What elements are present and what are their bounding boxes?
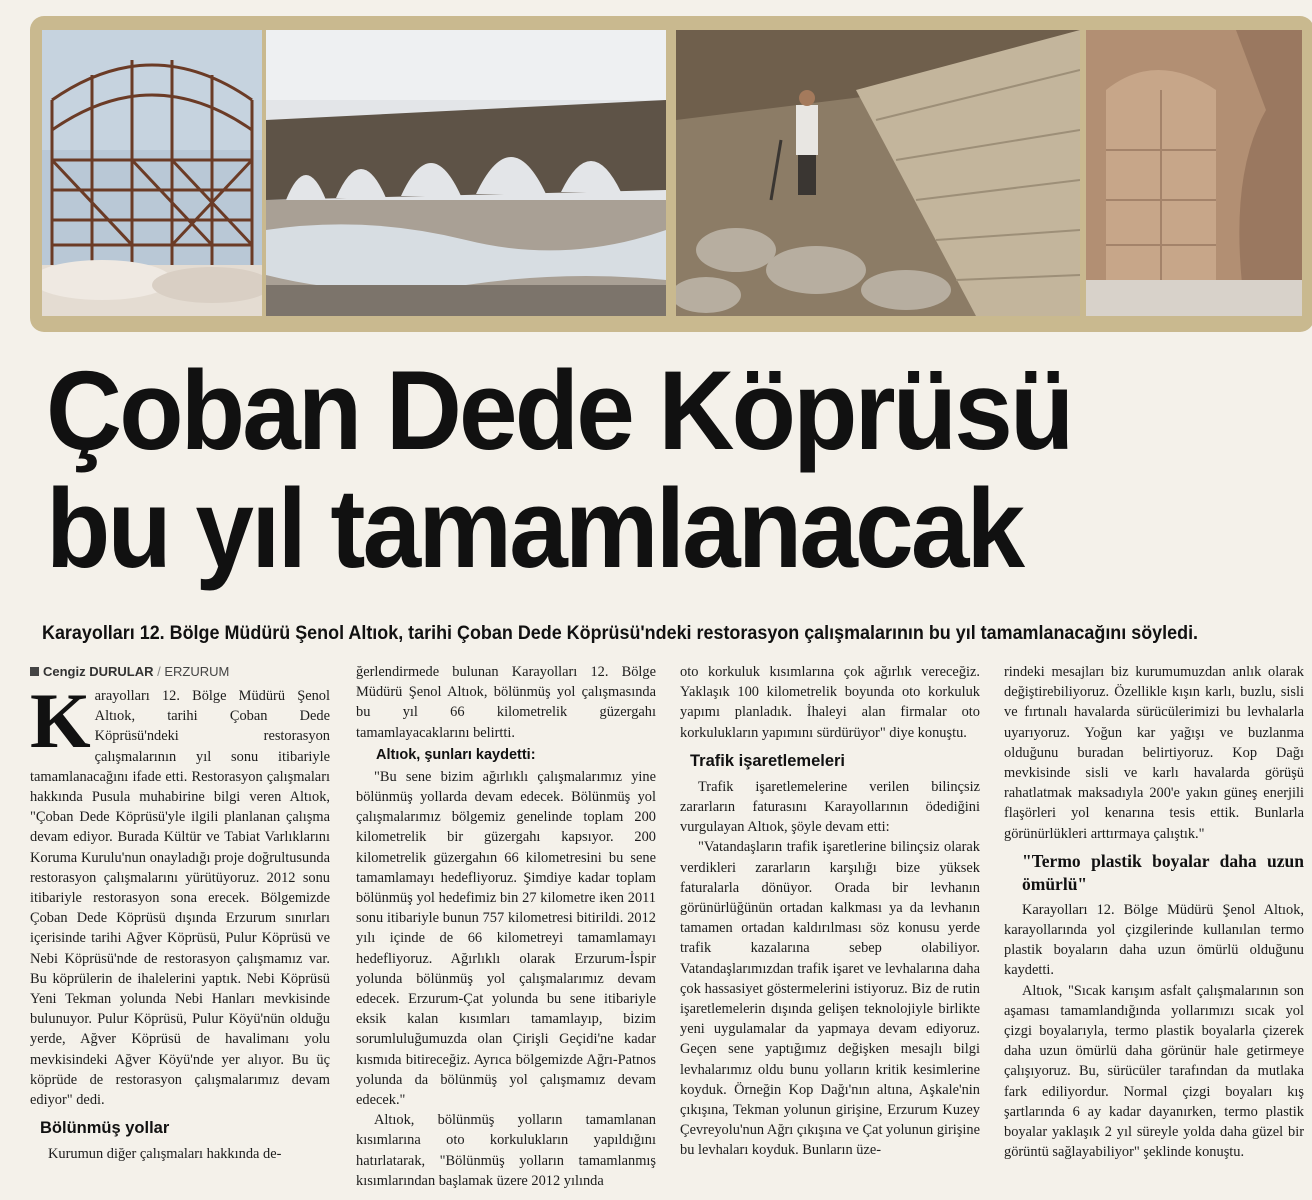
- paragraph: ğerlendirmede bulunan Karayolları 12. Bölge Müdürü Şenol Altıok, bölünmüş yol çalışmasında bu yıl 66 kilometrelik güzergahı tamamlayacaklarını belirtti.: [356, 664, 656, 741]
- subheading-traffic-signs: Trafik işaretlemeleri: [690, 751, 846, 770]
- photo-strip: [30, 16, 1312, 332]
- subheading-statement: Altıok, şunları kaydetti:: [376, 746, 536, 763]
- byline-square-icon: [30, 667, 39, 676]
- paragraph: Altıok, "Sıcak karışım asfalt çalışmalarının son aşaması tamamlandığında yollarımızı sıcak yol çizgi boyalarıyla, termo plastik boyalarla çizerek daha uzun ömürlü daha görünür hale getirmeye çalışıyoruz. Bu, sürücüler tarafından da mutlaka fark ediliyordur. Normal çizgi boyaları kış şartlarında 6 ay kadar dayanırken, termo plastik boyalar yaklaşık 2 yıl süreyle yolda daha güzel bir görüntü sağlayabiliyor" şeklinde konuştu.: [1004, 982, 1304, 1161]
- byline-author: Cengiz DURULAR: [43, 664, 154, 679]
- paragraph: "Bu sene bizim ağırlıklı çalışmalarımız yine bölünmüş yollarda devam edecek. Bölünmüş yol çalışmalarımız bölgemiz genelinde toplam 200 kilometrelik bir güzergahı kapsıyor. 200 kilometrelik güzergahın 66 kilometresini bu sene tamamlamayı hedefliyoruz. Şimdiye kadar toplam bölünmüş yol hedefimiz bin 27 kilometre iken 2011 sonu itibariyle bunun 757 kilometresi bitirildi. 2012 yılı içinde de 66 kilometreyi tamamlamayı hedefliyoruz. Ağırlıklı olarak Erzurum-İspir yolunda bölünmüş yol çalışmalarımız devam edecek. Erzurum-Çat yolunda bu sene itibariyle eksik kalan kısımları tamamlayıp, bizim sorumluluğumuzda olan Çirişli Geçidi'ne kadar kısmıda bitireceğiz. Ayrıca bölgemizde Ağrı-Patnos yolunda da bölünmüş yol çalışmamız devam edecek.": [356, 768, 656, 1109]
- paragraph: oto korkuluk kısımlarına çok ağırlık vereceğiz. Yaklaşık 100 kilometrelik boyunda oto korkuluk yapımı planladık. İhaleyi alan firmalar oto korkulukların yapımını sürdürüyor" diye konuştu.: [680, 664, 980, 741]
- paragraph: Karayolları 12. Bölge Müdürü Şenol Altıok, karayollarında yol çizgilerinde kullanılan termo plastik boyaların daha uzun ömürlü olduğunu kaydetti.: [1004, 901, 1304, 979]
- article-column-1: [30, 662, 330, 1164]
- paragraph: Kurumun diğer çalışmaları hakkında de-: [48, 1146, 282, 1163]
- headline: [46, 348, 1221, 591]
- subheading-divided-roads: Bölünmüş yollar: [40, 1119, 170, 1138]
- photo-scaffolded-bridge: [42, 30, 262, 316]
- paragraph: rindeki mesajları biz kurumumuzdan anlık olarak değiştirebiliyoruz. Özellikle kışın karlı, buzlu, sisli ve fırtınalı havalarda sürücülerimizi bu levhalarla uyarıyoruz. Yoğun kar yağışı ve buzlanma olduğunu buradan belirtiyoruz. Kop Dağı mevkisinde sisli ve karlı havalarda görüşü rahatlatmak maksadıyla 200'e yakın güneş enerjili flaşörleri yol kenarına tesis ettik. Bunlarla görünürlükleri arttırmaya çalıştık.": [1004, 664, 1304, 842]
- paragraph: Altıok, bölünmüş yolların tamamlanan kısımlarına oto korkulukların yapıldığını hatırlatarak, "Bölünmüş yolların tamamlanmış kısımlarından başlamak üzere 2012 yılında: [356, 1112, 656, 1189]
- photo-worker-at-wall: [676, 30, 1080, 316]
- byline-separator: /: [157, 664, 161, 679]
- paragraph: "Vatandaşların trafik işaretlerine bilinçsiz olarak verdikleri zararların karşılığı bize yüksek faturalarla dönüyor. Orada bir levhanın görünürlüğünün ortadan kalkması ya da levhanın tamamen ortadan kaldırılması söz konusu yerde trafik kazalarına sebep olabiliyor. Vatandaşlarımızdan trafik işaret ve levhalarına daha çok hassasiyet göstermelerini istiyoruz. Biz de rutin işaretlemelerin dışında gelişen teknolojiyle birlikte yeni uygulamalar da yapmaya devam ediyoruz. Geçen sene yaptığımız değişken mesajlı bilgi levhalarımız oldu bunu yolların kritik kesimlerine koyduk. Örneğin Kop Dağı'nın altına, Aşkale'nin çıkışına, Tekman yolunun girişine, Erzurum Kuzey Çevreyolu'nun Ağrı çıkışına ve Çat yolunun girişine bu levhaları koyduk. Bunların üze-: [680, 839, 980, 1159]
- article-column-3: [680, 662, 980, 1161]
- photo-stone-pier: [1086, 30, 1302, 316]
- article-column-4: [1004, 662, 1304, 1162]
- paragraph: Trafik işaretlemelerine verilen bilinçsiz zararların faturasını Karayollarının ödediğini vurgulayan Altıok, şöyle devam etti:: [680, 778, 980, 836]
- paragraph: arayolları 12. Bölge Müdürü Şenol Altıok, tarihi Çoban Dede Köprüsü'ndeki restorasyon çalışmalarının yıl sonu itibariyle tamamlanacağını ifade etti. Restorasyon çalışmaları hakkında Pusula muhabirine bilgi veren Altıok, "Çoban Dede Köprüsü'yle ilgili planlanan çalışma devam ediyor. Burada Kültür ve Tabiat Varlıklarını Koruma Kurulu'nun onayladığı proje doğrultusunda restorasyon çalışmalarını yürütüyoruz. 2012 sonu itibariyle restorasyon sona erecek. Bölgemizde Çoban Dede Köprüsü dışında Erzurum sınırları içerisinde tarihi Ağver Köprüsü, Pulur Köprüsü ve Nebi Köprüsü'nde de restorasyon çalışmamız var. Bu köprülerin de ihalelerini yaptık. Nebi Köprüsü Yeni Tekman yolunda Nebi Hanları mevkisinde bulunuyor. Pulur Köprüsü, Pulur Köyü'nün olduğu yerde, Ağver Köprüsü de havalimanı yolu mevkisindeki Ağver Köyü'nde yer alıyor. Bu üç köprüde de restorasyon çalışmalarımız devam ediyor" dedi.: [30, 688, 330, 1109]
- headline-line-2: bu yıl tamamlanacak: [46, 466, 1023, 591]
- dropcap: K: [30, 677, 91, 764]
- headline-line-1: Çoban Dede Köprüsü: [46, 348, 1072, 473]
- subheading-thermoplastic-paint: "Termo plastik boyalar daha uzun ömürlü": [1022, 850, 1304, 894]
- photo-bridge-over-river: [266, 30, 666, 316]
- lede: Karayolları 12. Bölge Müdürü Şenol Altıok, tarihi Çoban Dede Köprüsü'ndeki restorasyon çalışmalarının bu yıl tamamlanacağını söyledi.: [42, 622, 1199, 644]
- byline-location: ERZURUM: [164, 664, 230, 679]
- byline: [30, 662, 330, 682]
- article-column-2: [356, 662, 656, 1191]
